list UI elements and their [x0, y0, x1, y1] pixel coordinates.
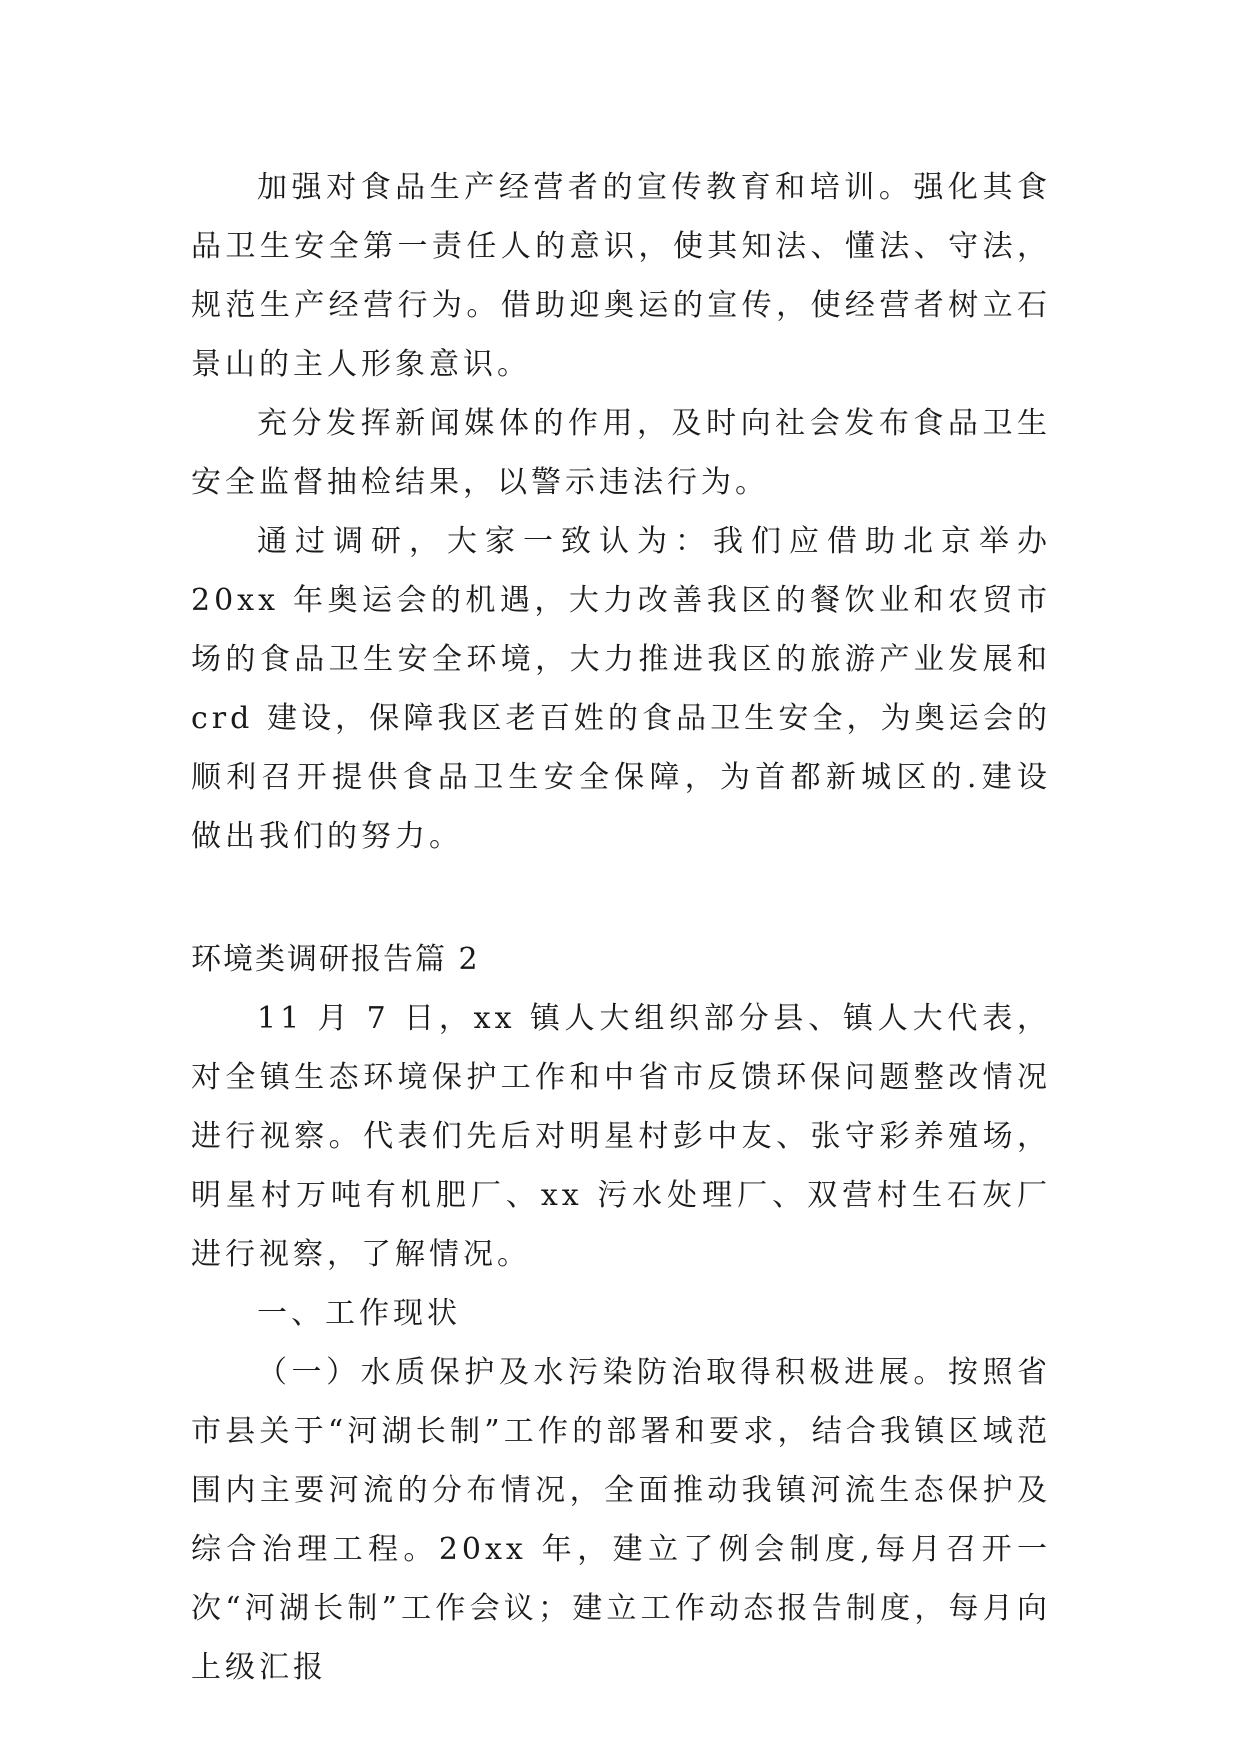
- paragraph-inspection: 11 月 7 日，xx 镇人大组织部分县、镇人大代表，对全镇生态环境保护工作和中省市反馈环保问题整改情况进行视察。代表们先后对明星村彭中友、张守彩养殖场，明星村万吨有机肥厂、xx 污水处理厂、双营村生石灰厂进行视察，了解情况。: [191, 1001, 1051, 1272]
- section-spacer: [191, 866, 1051, 930]
- paragraph-training: 加强对食品生产经营者的宣传教育和培训。强化其食品卫生安全第一责任人的意识，使其知法、懂法、守法，规范生产经营行为。借助迎奥运的宣传，使经营者树立石景山的主人形象意识。: [191, 170, 1051, 382]
- paragraph-conclusion: 通过调研，大家一致认为：我们应借助北京举办 20xx 年奥运会的机遇，大力改善我区的餐饮业和农贸市场的食品卫生安全环境，大力推进我区的旅游产业发展和 crd 建设，保障我区老百姓的食品卫生安全，为奥运会的顺利召开提供食品卫生安全保障，为首都新城区的.建设做出我们的努力。: [191, 524, 1065, 854]
- subheading-work-status: 一、工作现状: [257, 1296, 461, 1331]
- paragraph-media: 充分发挥新闻媒体的作用，及时向社会发布食品卫生安全监督抽检结果，以警示违法行为。: [191, 406, 1051, 500]
- document-page: [191, 158, 1065, 1697]
- section-title: 环境类调研报告篇 2: [191, 942, 480, 977]
- paragraph-water-protection: （一）水质保护及水污染防治取得积极进展。按照省市县关于“河湖长制”工作的部署和要求，结合我镇区域范围内主要河流的分布情况，全面推动我镇河流生态保护及综合治理工程。20xx 年，建立了例会制度,每月召开一次“河湖长制”工作会议；建立工作动态报告制度，每月向上级汇报: [191, 1355, 1051, 1685]
